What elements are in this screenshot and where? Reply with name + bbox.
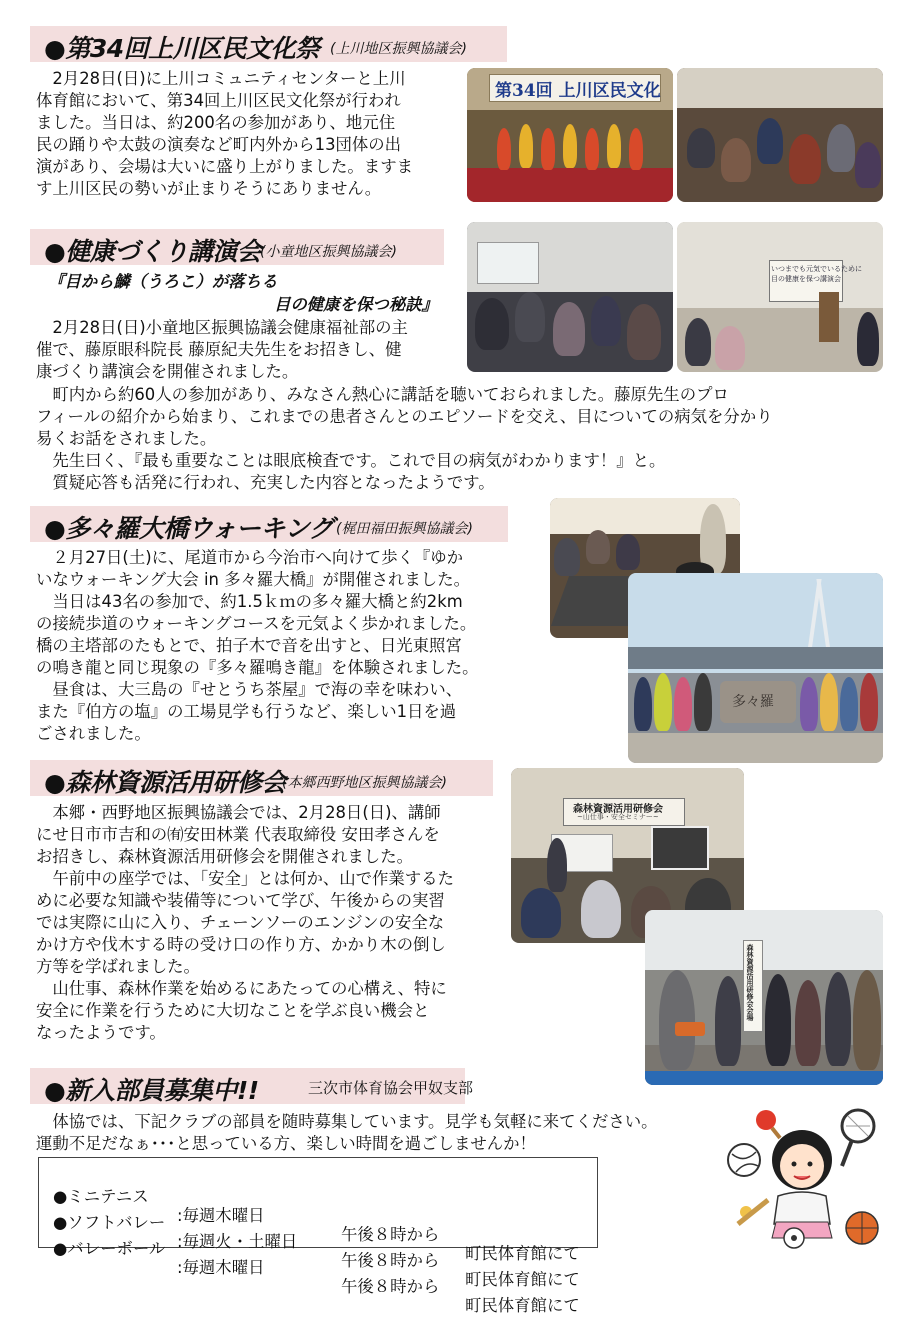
text-line: フィールの紹介から始まり、これまでの患者さんとのエピソードを交え、目についての病気を分かり [36, 407, 773, 426]
text-line: 町内から約60人の参加があり、みなさん熱心に講話を聴いておられました。藤原先生のプロ [36, 385, 729, 404]
club-day: :毎週木曜日 [177, 1258, 265, 1277]
text-line: なったようです。 [36, 1023, 166, 1042]
text-line: の鳴き龍と同じ現象の『多々羅鳴き龍』を体験されました。 [36, 658, 479, 677]
club-place: 町民体育館にて [465, 1244, 580, 1263]
text-line: 山仕事、森林作業を始めるにあたっての心構え、特に [36, 979, 447, 998]
health-stage-photo [677, 222, 883, 372]
text-line: お招きし、森林資源活用研修会を開催されました。 [36, 847, 413, 866]
text-line: 体育館において、第34回上川区民文化祭が行われ [36, 91, 401, 110]
culture-audience-photo [677, 68, 883, 202]
text-line: ごされました。 [36, 724, 151, 743]
club-name: ●バレーボール [53, 1239, 166, 1258]
club-list [38, 1157, 598, 1315]
text-line: 2月28日(日)小童地区振興協議会健康福祉部の主 [36, 318, 408, 337]
club-place: 町民体育館にて [465, 1270, 580, 1289]
text-line: 易くお話をされました。 [36, 429, 217, 448]
health-subtitle-1: 『目から鱗（うろこ）が落ちる [48, 272, 278, 291]
health-subtitle-2: 目の健康を保つ秘訣』 [274, 295, 438, 314]
club-name: ●ソフトバレー [53, 1213, 166, 1232]
health-audience-photo [467, 222, 673, 372]
text-line: にせ日市市吉和の㈲安田林業 代表取締役 安田孝さんを [36, 825, 440, 844]
recruit-title: ●新入部員募集中!! [44, 1076, 259, 1105]
sports-girl-illustration [722, 1104, 882, 1250]
club-day: :毎週木曜日 [177, 1206, 265, 1225]
text-line: めに必要な知識や装備等について学び、午後からの実習 [36, 891, 445, 910]
culture-header [30, 26, 507, 62]
volleyball-icon [728, 1144, 760, 1176]
club-day: :毎週火・土曜日 [177, 1232, 298, 1251]
club-time: 午後８時から [341, 1251, 440, 1270]
walking-group-photo [628, 573, 883, 763]
health-stage-text: いつまでも元気でいるために 目の健康を保つ講演会 [771, 265, 862, 283]
text-line: 午前中の座学では、「安全」とは何か、山で作業するた [36, 869, 454, 888]
text-line: いなウォーキング大会 in 多々羅大橋』が開催されました。 [36, 570, 470, 589]
text-line: 当日は43名の参加で、約1.5ｋｍの多々羅大橋と約2km [36, 592, 463, 611]
text-line: ２月27日(土)に、尾道市から今治市へ向けて歩く『ゆか [36, 548, 464, 567]
health-title: ●健康づくり講演会 [44, 237, 262, 266]
text-line: 2月28日(日)に上川コミュニティセンターと上川 [36, 69, 406, 88]
walking-title: ●多々羅大橋ウォーキング [44, 514, 334, 543]
walking-header [30, 506, 508, 542]
text-line: 方等を学ばれました。 [36, 957, 200, 976]
forest-outdoor-photo [645, 910, 883, 1085]
recruit-org: 三次市体育協会甲奴支部 [308, 1079, 474, 1097]
culture-banner-text: 第34回 上川区民文化 [495, 81, 661, 101]
text-line: 康づくり講演会を開催されました。 [36, 362, 299, 381]
recruit-header [30, 1068, 474, 1105]
forest-title: ●森林資源活用研修会 [44, 768, 286, 797]
text-line: 昼食は、大三島の『せとうち茶屋』で海の幸を味わい、 [36, 680, 463, 699]
health-header [30, 229, 444, 265]
forest-sign-text: 森林資源活用研修会会場 [746, 944, 755, 1021]
health-org: (小童地区振興協議会) [260, 244, 397, 260]
text-line: また『伯方の塩』の工場見学も行うなど、楽しい1日を過 [36, 702, 457, 721]
text-line: の接続歩道のウォーキングコースを元気よく歩かれました。 [36, 614, 477, 633]
culture-title: ●第34回上川区民文化祭 [44, 34, 320, 63]
text-line: ました。当日は、約200名の参加があり、地元住 [36, 113, 396, 132]
text-line: 質疑応答も活発に行われ、充実した内容となったようです。 [36, 473, 495, 492]
text-line: 演があり、会場は大いに盛り上がりました。ますま [36, 157, 413, 176]
text-line: かけ方や伐木する時の受け口の作り方、かかり木の倒し [36, 935, 446, 954]
text-line: 民の踊りや太鼓の演奏など町内外から13団体の出 [36, 135, 402, 154]
forest-header [30, 760, 493, 796]
text-line: 先生曰く、『最も重要なことは眼底検査です。これで目の病気がわかります！』と。 [36, 451, 666, 470]
club-time: 午後８時から [341, 1225, 440, 1244]
forest-org: (本郷西野地区振興協議会) [282, 775, 447, 791]
ping-pong-paddle-icon [756, 1110, 776, 1130]
walking-org: (梶田福田振興協議会) [336, 521, 473, 537]
text-line: 体協では、下記クラブの部員を随時募集しています。見学も気軽に来てください。 [36, 1112, 658, 1131]
text-line: 運動不足だなぁ･･･と思っている方、楽しい時間を過ごしませんか！ [36, 1134, 536, 1153]
text-line: 安全に作業を行うために大切なことを学ぶ良い機会と [36, 1001, 430, 1020]
text-line: 本郷・西野地区振興協議会では、2月28日(日)、講師 [36, 803, 441, 822]
forest-banner-sub: ~山仕事・安全セミナー~ [577, 813, 659, 821]
text-line: 橋の主塔部のたもとで、拍子木で音を出すと、日光東照宮 [36, 636, 462, 655]
text-line: 催で、藤原眼科院長 藤原紀夫先生をお招きし、健 [36, 340, 402, 359]
text-line: では実際に山に入り、チェーンソーのエンジンの安全な [36, 913, 445, 932]
club-place: 町民体育館にて [465, 1296, 580, 1315]
club-time: 午後８時から [341, 1277, 440, 1296]
club-name: ●ミニテニス [53, 1187, 149, 1206]
text-line: す上川区民の勢いが止まりそうにありません。 [36, 179, 382, 198]
walking-stone-text: 多々羅 [732, 694, 774, 710]
forest-banner-text: 森林資源活用研修会 [573, 804, 663, 815]
culture-org: (上川地区振興協議会) [330, 41, 467, 57]
culture-stage-photo [467, 68, 673, 202]
